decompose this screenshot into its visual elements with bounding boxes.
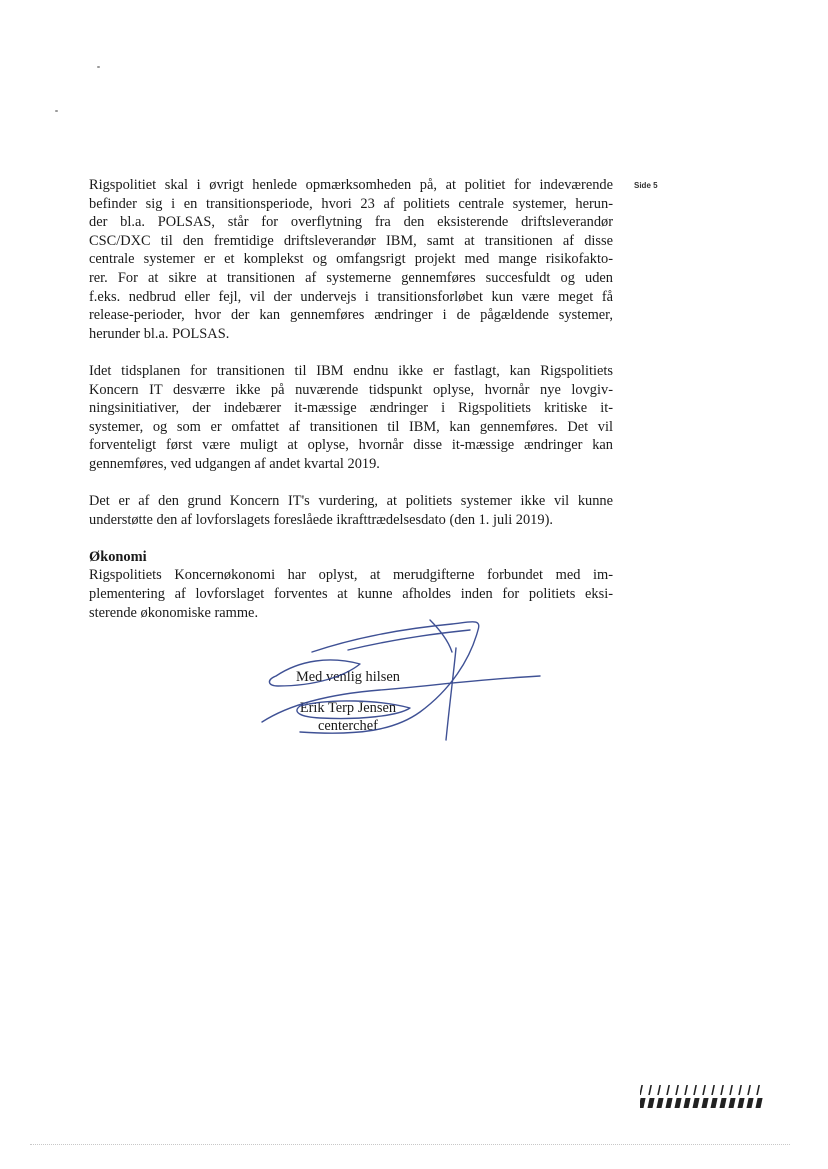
- text-line: plementering af lovforslaget forventes at kunne afholdes inden for politiets eksi-: [89, 586, 613, 603]
- text-line: ningsinitiativer, der indebærer it-mæssige ændringer i Rigspolitiets kritiske it-: [89, 400, 613, 417]
- text-line: gennemføres, ved udgangen af andet kvartal 2019.: [89, 455, 380, 472]
- signatory-title: centerchef: [318, 718, 378, 735]
- closing-block: [296, 668, 400, 736]
- text-line: sterende økonomiske ramme.: [89, 604, 259, 621]
- text-line: centrale systemer er et komplekst og omfangsrigt projekt med mange risikofakto-: [89, 251, 613, 268]
- text-line: understøtte den af lovforslagets foreslåede ikrafttrædelsesdato (den 1. juli 2019).: [89, 511, 553, 528]
- scan-speck: [55, 110, 58, 112]
- section-heading: Økonomi: [89, 548, 147, 565]
- barcode-icon: [640, 1082, 772, 1112]
- paragraph-timeline: [89, 362, 613, 474]
- closing-greeting: Med venlig hilsen: [296, 669, 400, 685]
- text-line: systemer, og som er omfattet af transitionen til IBM, kan gennemføres. Det vil: [89, 418, 613, 435]
- spacer: [296, 687, 400, 699]
- text-line: forventeligt først være muligt at oplyse, hvornår disse it-mæssige ændringer kan: [89, 437, 613, 454]
- text-line: Rigspolitiets Koncernøkonomi har oplyst, at merudgifterne forbundet med im-: [89, 567, 613, 584]
- paragraph-transition: [89, 176, 613, 343]
- text-line: herunder bl.a. POLSAS.: [89, 325, 230, 342]
- section-economy: [89, 548, 613, 622]
- scan-edge-line: [30, 1144, 790, 1145]
- text-line: release-perioder, hvor der kan gennemføres ændringer i de pågældende systemer,: [89, 307, 613, 324]
- text-line: CSC/DXC til den fremtidige driftsleverandør IBM, samt at transitionen af disse: [89, 232, 613, 249]
- text-line: befinder sig i en transitionsperiode, hvori 23 af politiets centrale systemer, herun-: [89, 195, 613, 212]
- text-line: der bl.a. POLSAS, står for overflytning fra den eksisterende driftsleverandør: [89, 214, 613, 231]
- text-line: Det er af den grund Koncern IT's vurdering, at politiets systemer ikke vil kunne: [89, 493, 613, 510]
- scan-speck: [97, 66, 100, 68]
- text-line: rer. For at sikre at transitionen af systemerne gennemføres succesfuldt og uden: [89, 269, 613, 286]
- page-number-label: Side 5: [634, 181, 658, 190]
- signatory-name: Erik Terp Jensen: [299, 699, 397, 716]
- paragraph-assessment: [89, 492, 613, 529]
- text-line: Rigspolitiet skal i øvrigt henlede opmærksomheden på, at politiet for indeværende: [89, 177, 613, 193]
- text-line: f.eks. nedbrud eller fejl, vil der undervejs i transitionsforløbet kun være meget få: [89, 288, 613, 305]
- text-line: Koncern IT desværre ikke på nuværende tidspunkt oplyse, hvornår nye lovgiv-: [89, 381, 613, 398]
- letter-body: [89, 176, 613, 641]
- text-line: Idet tidsplanen for transitionen til IBM endnu ikke er fastlagt, kan Rigspolitiets: [89, 362, 613, 379]
